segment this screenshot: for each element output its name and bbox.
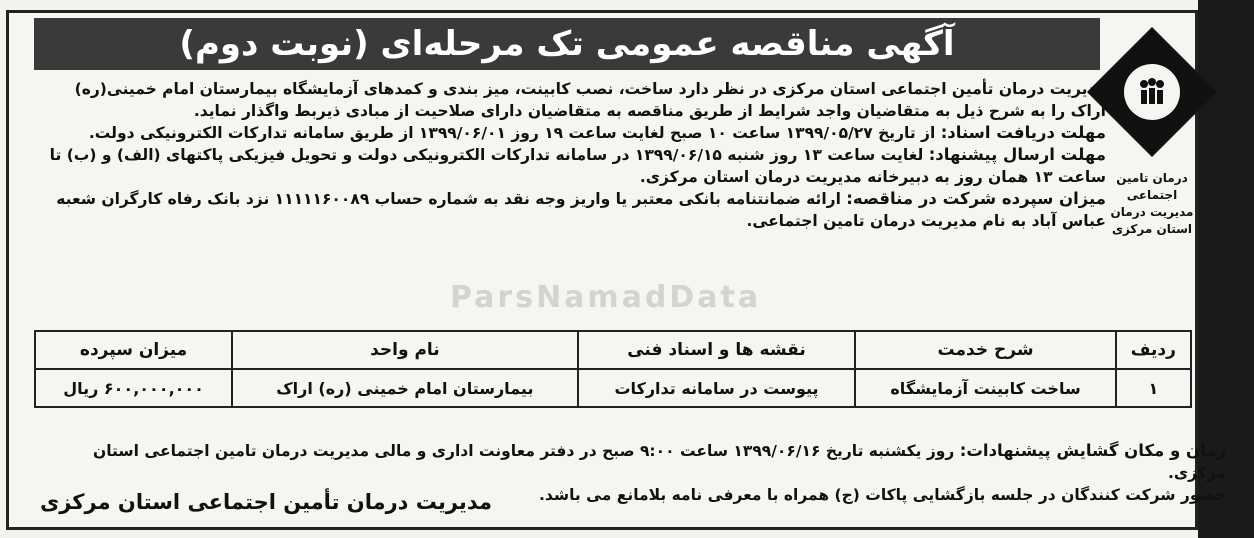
cell-service: ساخت کابینت آزمایشگاه bbox=[855, 369, 1115, 407]
col-header-unit: نام واحد bbox=[232, 331, 577, 369]
submit-deadline bbox=[36, 144, 1106, 188]
tender-table bbox=[34, 330, 1192, 408]
notice-title: آگهی مناقصه عمومی تک مرحله‌ای (نوبت دوم) bbox=[34, 18, 1100, 70]
cell-documents: پیوست در سامانه تدارکات bbox=[578, 369, 856, 407]
table-header-row bbox=[35, 331, 1191, 369]
deposit-label: میزان سپرده شرکت در مناقصه: bbox=[846, 189, 1106, 208]
submit-deadline-text: لغایت ساعت ۱۳ روز شنبه ۱۳۹۹/۰۶/۱۵ در سامانه تدارکات الکترونیکی دولت و تحویل فیزیکی پاکتهای (الف) و (ب) تا ساعت ۱۳ همان روز به دبیرخانه مدیریت درمان استان مرکزی. bbox=[49, 146, 1106, 186]
receive-deadline-label: مهلت دریافت اسناد: bbox=[940, 123, 1106, 142]
logo-caption: درمان تامین اجتماعی مدیریت درمان استان مرکزی bbox=[1110, 171, 1194, 236]
deposit-info bbox=[36, 188, 1106, 232]
opening-label: زمان و مکان گشایش پیشنهادات: bbox=[959, 441, 1226, 460]
signature: مدیریت درمان تأمین اجتماعی استان مرکزی bbox=[40, 490, 492, 514]
col-header-row-number: ردیف bbox=[1116, 331, 1191, 369]
people-icon bbox=[1132, 72, 1172, 112]
watermark: ParsNamadData bbox=[450, 280, 762, 315]
submit-deadline-label: مهلت ارسال پیشنهاد: bbox=[928, 145, 1106, 164]
logo-block bbox=[1104, 36, 1200, 246]
intro-line-1: مدیریت درمان تأمین اجتماعی استان مرکزی در نظر دارد ساخت، نصب کابینت، میز بندی و کمدهای آزمایشگاه بیمارستان امام خمینی(ره) bbox=[74, 80, 1106, 98]
cell-unit: بیمارستان امام خمینی (ره) اراک bbox=[232, 369, 577, 407]
receive-deadline-text: از تاریخ ۱۳۹۹/۰۵/۲۷ ساعت ۱۰ صبح لغایت ساعت ۱۹ روز ۱۳۹۹/۰۶/۰۱ از طریق سامانه تدارکات الکترونیکی دولت. bbox=[88, 124, 936, 142]
deposit-text: ارائه ضمانتنامه بانکی معتبر یا واریز وجه نقد به شماره حساب ۱۱۱۱۱۶۰۰۸۹ نزد بانک رفاه کارگران شعبه عباس آباد به نام مدیریت درمان تامین اجتماعی. bbox=[56, 190, 1106, 230]
col-header-deposit: میزان سپرده bbox=[35, 331, 232, 369]
intro-line-2: اراک را به شرح ذیل به متقاضیان واجد شرایط از طریق مناقصه به متقاضیان دارای صلاحیت از مبادی ذیربط واگذار نماید. bbox=[193, 102, 1106, 120]
col-header-service: شرح خدمت bbox=[855, 331, 1115, 369]
cell-row-number: ۱ bbox=[1116, 369, 1191, 407]
attendance-text: حضور شرکت کنندگان در جلسه بازگشایی پاکات (ج) همراه با معرفی نامه بلامانع می باشد. bbox=[539, 486, 1226, 504]
receive-deadline bbox=[36, 122, 1106, 144]
table-row bbox=[35, 369, 1191, 407]
cell-deposit: ۶۰۰,۰۰۰,۰۰۰ ریال bbox=[35, 369, 232, 407]
col-header-documents: نقشه ها و اسناد فنی bbox=[578, 331, 856, 369]
social-security-logo-icon bbox=[1087, 27, 1217, 157]
opening-text: روز یکشنبه تاریخ ۱۳۹۹/۰۶/۱۶ ساعت ۹:۰۰ صبح در دفتر معاونت اداری و مالی مدیریت درمان تامین اجتماعی استان مرکزی. bbox=[92, 442, 1226, 482]
notice-body bbox=[36, 78, 1106, 232]
